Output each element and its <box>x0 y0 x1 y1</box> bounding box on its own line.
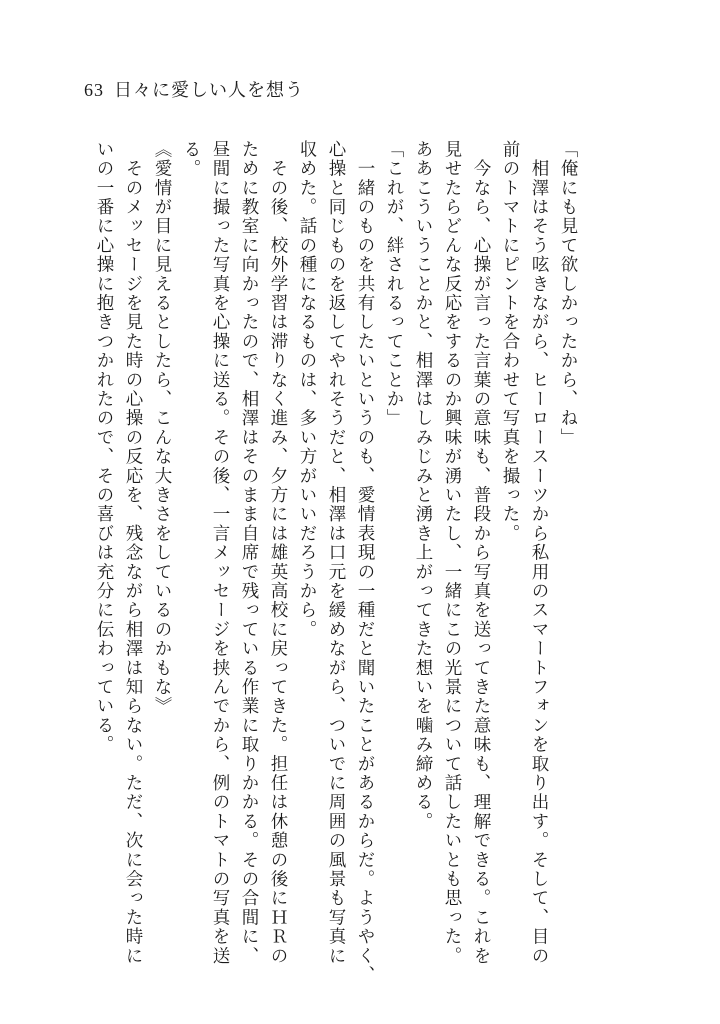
text-line: 今なら、心操が言った言葉の意味も、普段から写真を送ってきた意味も、理解できる。これを <box>471 140 491 966</box>
text-line: 「俺にも見て欲しかったから、ね」 <box>558 140 578 448</box>
text-line: ために教室に向かったので、相澤はそのまま自席で残っている作業に取りかかる。その合間に、 <box>239 140 259 966</box>
text-line: その後、校外学習は滞りなく進み、夕方には雄英高校に戻ってきた。担任は休憩の後にＨＲの <box>268 140 288 966</box>
page-number: 63 <box>84 80 104 100</box>
text-line: いの一番に心操に抱きつかれたので、その喜びは充分に伝わっている。 <box>94 140 114 755</box>
text-line: 収めた。話の種になるものは、多い方がいいだろうから。 <box>297 140 317 640</box>
text-line: 一緒のものを共有したいというのも、愛情表現の一種だと聞いたことがあるからだ。ようやく、 <box>355 140 375 985</box>
text-line: 「これが、絆されるってことか」 <box>384 140 404 428</box>
text-line: 《愛情が目に見えるとしたら、こんな大きさをしているのかもな》 <box>152 140 172 716</box>
text-line: る。 <box>181 140 201 179</box>
text-line: 前のトマトにピントを合わせて写真を撮った。 <box>500 140 520 544</box>
text-line: 見せたらどんな反応をするのか興味が湧いたし、一緒にこの光景について話したいとも思った。 <box>442 140 462 966</box>
chapter-title: 日々に愛しい人を想う <box>114 80 304 101</box>
vertical-body-text <box>94 140 582 985</box>
text-line: ああこういうことかと、相澤はしみじみと湧き上がってきた想いを噛み締める。 <box>413 140 433 832</box>
running-header <box>84 76 304 102</box>
text-line: 相澤はそう呟きながら、ヒーロースーツから私用のスマートフォンを取り出す。そして、目の <box>529 140 549 966</box>
text-line: そのメッセージを見た時の心操の反応を、残念ながら相澤は知らない。ただ、次に会った時に <box>123 140 143 966</box>
text-line: 昼間に撮った写真を心操に送る。その後、一言メッセージを挟んでから、例のトマトの写真を送 <box>210 140 230 966</box>
text-line: 心操と同じものを返してやれそうだと、相澤は口元を緩めながら、ついでに周囲の風景も写真に <box>326 140 346 966</box>
